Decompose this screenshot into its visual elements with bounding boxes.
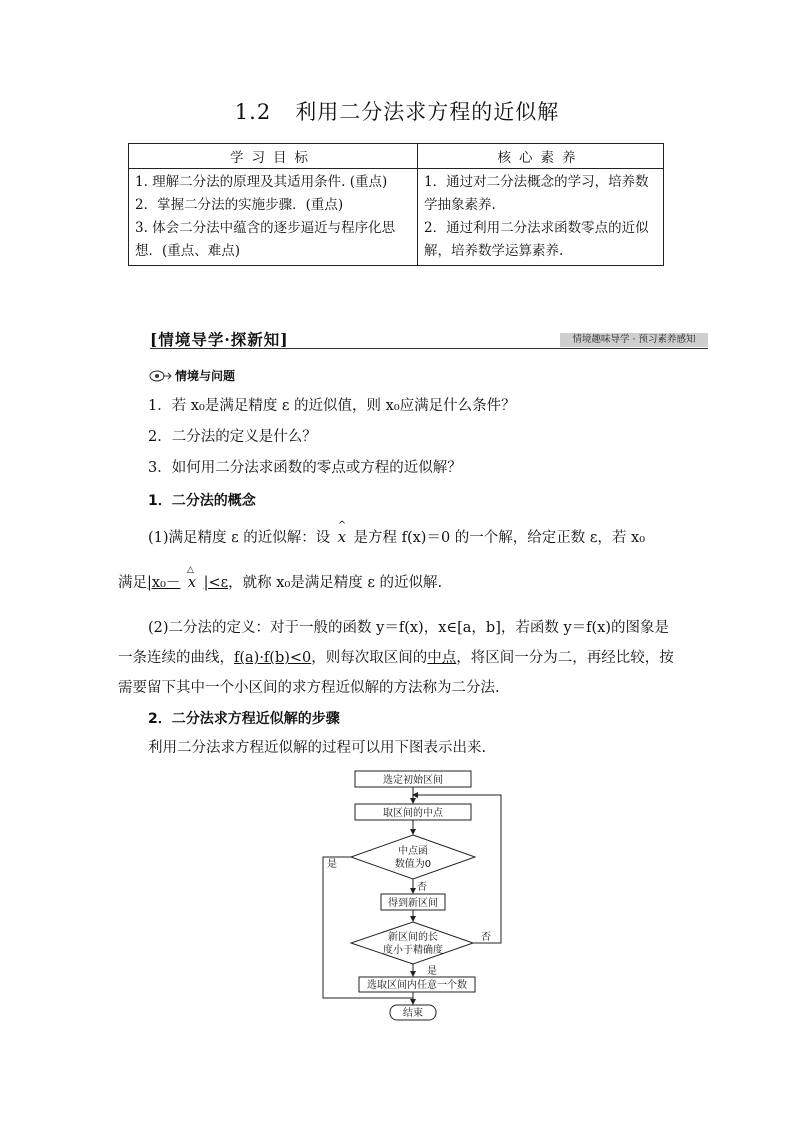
section-title-bar: [情境导学·探新知]	[150, 330, 289, 349]
x-tri: △ x	[185, 573, 199, 593]
new-interval-label: 得到新区间	[388, 898, 438, 909]
text: (2)二分法的定义：对于一般的函数 y＝f(x)，x∈[a，b]，若函数 y＝f(x)的图象是一条连续的曲线，	[118, 620, 670, 666]
text: 是方程 f(x)＝0 的一个解，给定正数 ε，若 x₀	[353, 530, 646, 546]
goals-table	[128, 143, 664, 266]
no-label-1: 否	[417, 882, 427, 893]
intro-text: 利用二分法求方程近似解的过程可以用下图表示出来.	[148, 740, 487, 756]
question-2: 2．二分法的定义是什么？	[148, 429, 317, 445]
section-number: 1.2	[234, 100, 272, 124]
section-tag: 情境趣味导学 · 预习素养感知	[560, 333, 708, 347]
midpoint-label: 取区间的中点	[383, 808, 443, 819]
underline-condition: f(a)·f(b)<0	[234, 650, 312, 666]
decision1-line2: 数值为0	[394, 859, 432, 870]
competency-header: 核心素养	[418, 144, 664, 169]
decision-precision	[351, 922, 473, 964]
goals-cell	[129, 169, 418, 266]
start-label: 选定初始区间	[383, 775, 443, 786]
text: ，就称 x₀是满足精度 ε 的近似解.	[228, 575, 443, 591]
abs-open: |x₀－	[147, 575, 181, 591]
goals-header: 学习目标	[129, 144, 418, 169]
decision1-line1: 中点函	[398, 846, 428, 857]
goal-item: 3. 体会二分法中蕴含的逐步逼近与程序化思想．(重点、难点)	[135, 220, 396, 259]
paragraph-precision-cont	[118, 573, 442, 593]
text: (1)满足精度 ε 的近似解：设	[148, 530, 331, 546]
text: 满足	[118, 575, 147, 591]
decision-zero	[351, 835, 475, 879]
competency-item: 2．通过利用二分法求函数零点的近似解，培养数学运算素养.	[424, 220, 649, 259]
text: ，将区间一分为二，再经比较，按需要留下其中一个小区间的求方程近似解的方法称为二分法.	[118, 650, 674, 696]
x-hat: ^ x	[335, 528, 349, 548]
competency-cell	[418, 169, 664, 266]
paragraph-precision	[148, 528, 645, 548]
paragraph-definition	[118, 613, 678, 703]
flowchart	[315, 765, 515, 1025]
text: ，则每次取区间的	[311, 650, 428, 666]
goal-item: 2．掌握二分法的实施步骤．(重点)	[135, 197, 344, 213]
question-3: 3．如何用二分法求函数的零点或方程的近似解？	[148, 460, 462, 476]
subheading	[148, 367, 235, 384]
decision2-line1: 新区间的长	[388, 932, 438, 943]
subheading-text: 情境与问题	[175, 369, 236, 383]
heading-steps: 2．二分法求方程近似解的步骤	[148, 711, 340, 727]
yes-label-1: 是	[327, 859, 337, 870]
goal-item: 1. 理解二分法的原理及其适用条件. (重点)	[135, 174, 388, 190]
question-1: 1．若 x₀是满足精度 ε 的近似值，则 x₀应满足什么条件？	[148, 398, 516, 414]
decision2-line2: 度小于精确度	[383, 945, 443, 956]
no-label-2: 否	[481, 932, 491, 943]
underline-midpoint: 中点	[427, 650, 457, 666]
abs-close: |<ε	[203, 575, 229, 591]
section-title: 利用二分法求方程的近似解	[295, 100, 560, 124]
page-title	[0, 96, 794, 126]
heading-bisection-concept: 1．二分法的概念	[148, 493, 256, 509]
end-label: 结束	[403, 1008, 423, 1019]
compass-icon	[148, 370, 172, 382]
yes-label-2: 是	[427, 966, 437, 977]
competency-item: 1．通过对二分法概念的学习，培养数学抽象素养.	[424, 174, 649, 213]
choose-label: 选取区间内任意一个数	[367, 980, 467, 991]
